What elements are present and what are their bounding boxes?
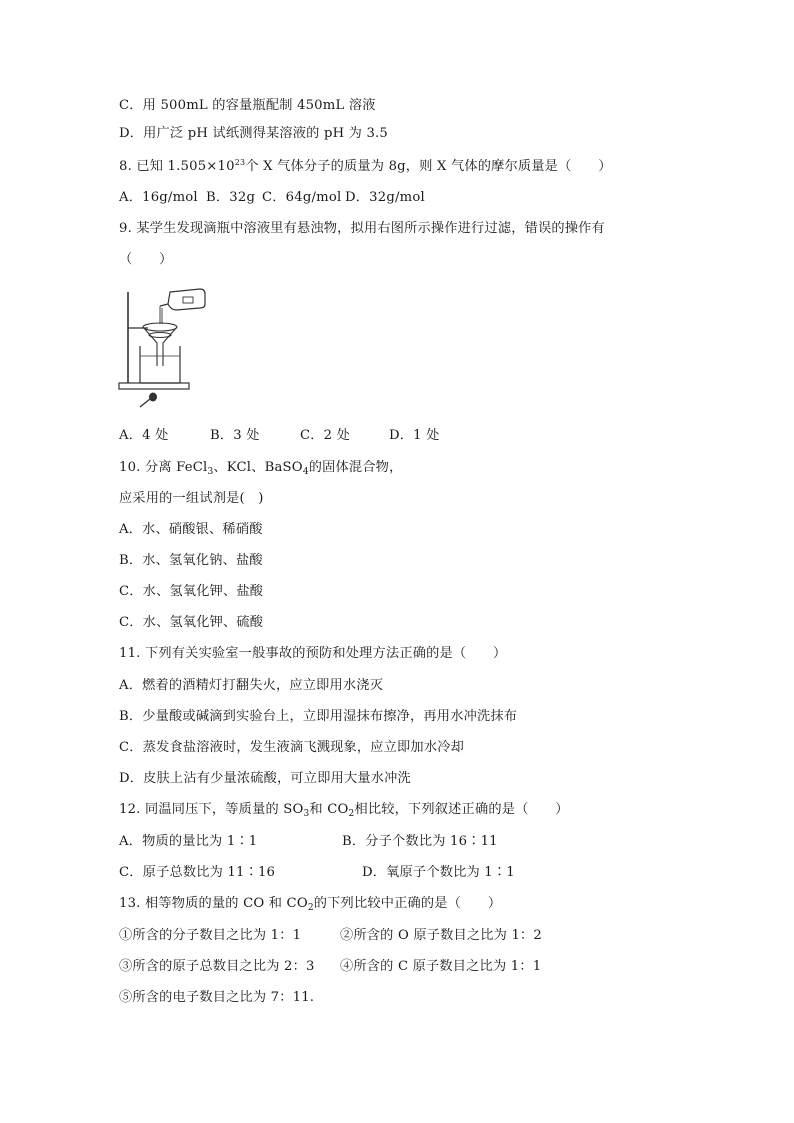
- q13-sub-1: 2: [307, 903, 314, 913]
- q8-option-d: D．32g/mol: [345, 190, 425, 205]
- q13-item-5: ⑤所含的电子数目之比为 7：11.: [119, 990, 315, 1005]
- q12-options-row2: [119, 864, 515, 882]
- q10-stem-part2: 、KCl、BaSO: [213, 460, 303, 475]
- q11-option-d: D．皮肤上沾有少量浓硫酸，可立即用大量水冲洗: [119, 771, 411, 786]
- q12-stem-part2: 和 CO: [309, 802, 349, 817]
- q11-option-c: C．蒸发食盐溶液时，发生液滴飞溅现象，应立即加水冷却: [119, 740, 464, 755]
- q10-option-b: B．水、氢氧化钠、盐酸: [119, 553, 263, 568]
- q8-options: [119, 189, 425, 207]
- q9-option-d: D．1 处: [389, 428, 440, 443]
- q8-option-a: A．16g/mol: [119, 190, 198, 205]
- q12-stem-part1: 12. 同温同压下，等质量的 SO: [119, 802, 304, 817]
- q11-stem: 11. 下列有关实验室一般事故的预防和处理方法正确的是（ ）: [119, 646, 507, 661]
- q13-item-4: ④所含的 C 原子数目之比为 1：1: [340, 959, 542, 974]
- q7-option-c: C．用 500mL 的容量瓶配制 450mL 溶液: [119, 98, 376, 113]
- dropper-bottle: [160, 289, 205, 324]
- q12-option-a: A．物质的量比为 1∶1: [119, 834, 258, 849]
- q7-option-d: D．用广泛 pH 试纸测得某溶液的 pH 为 3.5: [119, 126, 389, 141]
- q13-stem-part2: 的下列比较中正确的是（ ）: [313, 896, 502, 911]
- q9-options: [119, 427, 440, 445]
- q13-item-2: ②所含的 O 原子数目之比为 1：2: [340, 928, 543, 943]
- q12-stem: [119, 801, 569, 819]
- q10-stem: [119, 459, 402, 477]
- q13-items-row1: [119, 927, 542, 945]
- q10-stem-part1: 10. 分离 FeCl: [119, 460, 208, 475]
- q8-stem-pre: 8. 已知 1.505×10: [119, 159, 235, 174]
- q9-option-a: A．4 处: [119, 428, 169, 443]
- q12-sub-1: 3: [303, 809, 310, 819]
- q10-stem-part3: 的固体混合物，: [308, 460, 403, 475]
- q8-stem: [119, 158, 612, 176]
- q9-stem: 9. 某学生发现滴瓶中溶液里有悬浊物，拟用右图所示操作进行过滤，错误的操作有: [119, 221, 605, 236]
- q9-option-c: C．2 处: [300, 428, 351, 443]
- q9-option-b: B．3 处: [210, 428, 260, 443]
- q13-item-1: ①所含的分子数目之比为 1：1: [119, 928, 302, 943]
- q13-stem: [119, 895, 501, 913]
- q8-option-c: C．64g/mol: [262, 190, 342, 205]
- q8-option-b: B．32g: [206, 190, 256, 205]
- q9-paren: （ ）: [119, 252, 173, 267]
- q13-stem-part1: 13. 相等物质的量的 CO 和 CO: [119, 896, 308, 911]
- q12-option-b: B．分子个数比为 16∶11: [342, 834, 498, 849]
- funnel: [143, 323, 177, 366]
- rubber-bulb-dropper: [140, 393, 157, 408]
- q12-options-row1: [119, 833, 498, 851]
- q10-sub-2: 4: [302, 467, 309, 477]
- q10-option-c: C．水、氢氧化钾、盐酸: [119, 584, 264, 599]
- q12-option-d: D．氧原子个数比为 1∶1: [362, 865, 515, 880]
- q10-option-a: A．水、硝酸银、稀硝酸: [119, 522, 263, 537]
- q10-sub-1: 3: [207, 467, 214, 477]
- stand-base: [119, 383, 189, 389]
- q13-item-3: ③所含的原子总数目之比为 2：3: [119, 959, 315, 974]
- q12-stem-part3: 相比较，下列叙述正确的是（ ）: [354, 802, 569, 817]
- q10-stem-line2: 应采用的一组试剂是( ): [119, 491, 264, 506]
- filtration-apparatus-figure: [116, 284, 208, 416]
- q13-items-row2: [119, 958, 541, 976]
- q12-sub-2: 2: [348, 809, 355, 819]
- q8-exponent: 23: [234, 158, 246, 167]
- q10-option-d: C．水、氢氧化钾、硫酸: [119, 615, 264, 630]
- q8-stem-post: 个 X 气体分子的质量为 8g，则 X 气体的摩尔质量是（ ）: [245, 159, 612, 174]
- q12-option-c: C．原子总数比为 11∶16: [119, 865, 276, 880]
- q11-option-b: B．少量酸或碱滴到实验台上，立即用湿抹布擦净，再用水冲洗抹布: [119, 709, 518, 724]
- q11-option-a: A．燃着的酒精灯打翻失火，应立即用水浇灭: [119, 678, 384, 693]
- beaker: [140, 346, 180, 383]
